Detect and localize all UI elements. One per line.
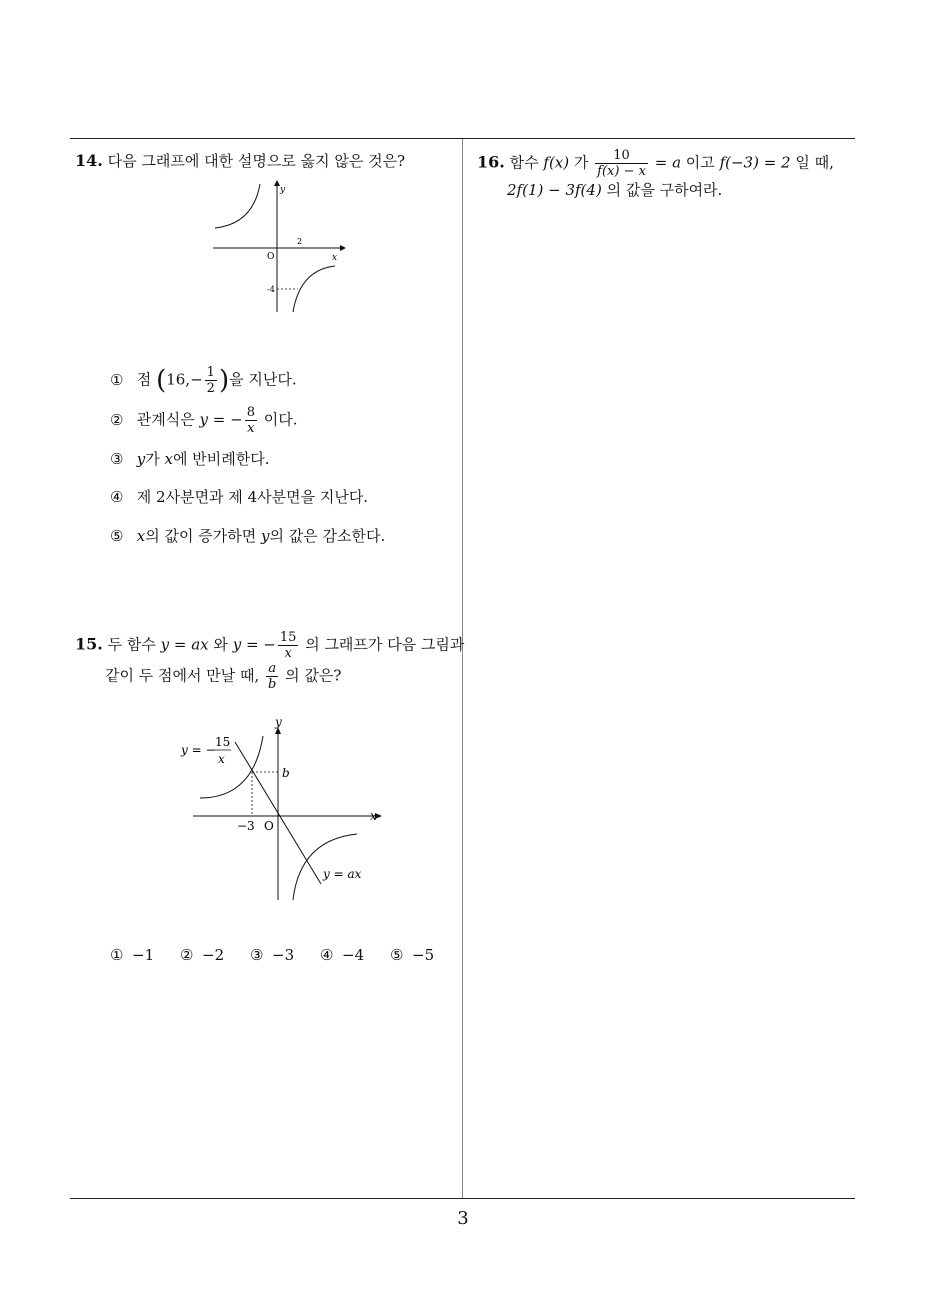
variable: x [164, 450, 174, 468]
column-divider [462, 139, 463, 1199]
q16-number: 16. [477, 152, 505, 172]
choice-text: 이다. [263, 410, 298, 429]
q14-label-y: y [280, 185, 286, 195]
choice-mark: ⑤ [390, 946, 404, 964]
q15-choice-5[interactable] [390, 946, 434, 964]
q15-text: 와 [213, 635, 228, 654]
choice-mark: ④ [110, 488, 124, 506]
q15-label-y: y [275, 715, 282, 729]
q15-choice-3[interactable] [250, 946, 294, 964]
q14-text: 다음 그래프에 대한 설명으로 옳지 않은 것은? [107, 152, 406, 170]
q15-curve-label-den: x [218, 752, 225, 766]
q14-choice-1[interactable] [110, 365, 297, 396]
q14-number: 14. [75, 151, 103, 170]
q14-choice-2[interactable] [110, 405, 298, 436]
q15-curve-label: y = − [181, 743, 216, 757]
q16-text: 함수 [509, 153, 539, 172]
q15-choice-4[interactable] [320, 946, 364, 964]
q16-eq: = a [654, 153, 682, 172]
q14-x-arrow [340, 245, 346, 251]
q16-text: 이고 [685, 153, 715, 172]
q16-stem [477, 148, 857, 201]
q15-choice-1[interactable] [110, 946, 154, 964]
q15-fraction: $\frac{15}{x}$ [279, 630, 297, 661]
q15-ratio: $\frac{a}{b}$ [268, 661, 277, 692]
choice-text: 점 [136, 370, 152, 389]
choice-text: 을 지난다. [229, 370, 297, 389]
q14-graph [205, 178, 355, 318]
q16-fraction: $\frac{10}{f(x) - x}$ [597, 148, 646, 179]
choice-text: 의 값이 증가하면 [145, 527, 257, 545]
q14-label-2: 2 [297, 237, 303, 246]
left-paren: ( [156, 365, 167, 396]
q16-expression: 2f(1) − 3f(4) [507, 181, 602, 199]
q16-line-2 [477, 179, 857, 201]
choice-mark: ⑤ [110, 527, 124, 545]
choice-text: 의 값은 감소한다. [269, 527, 386, 545]
choice-text: 관계식은 [136, 410, 195, 429]
q14-curve-q2 [215, 184, 260, 228]
choice-mark: ① [110, 370, 124, 389]
choice-mark: ③ [110, 450, 124, 468]
choice-text: 제 2사분면과 제 4사분면을 지난다. [136, 488, 369, 506]
choice-mark: ② [180, 946, 194, 964]
choice-value: −2 [202, 946, 225, 964]
fraction: $\frac{8}{x}$ [246, 405, 255, 436]
choice-mark: ① [110, 946, 124, 964]
q14-label-neg4: -4 [267, 285, 275, 294]
q15-choice-2[interactable] [180, 946, 224, 964]
q14-label-origin: O [267, 252, 275, 262]
q15-text: 같이 두 점에서 만날 때, [105, 666, 260, 685]
q15-line-label: y = ax [323, 867, 362, 881]
variable: x [136, 527, 146, 545]
q15-graph [175, 712, 390, 907]
q15-text: 의 그래프가 다음 그림과 [305, 635, 465, 654]
choice-text: 에 반비례한다. [173, 450, 270, 468]
q16-condition: f(−3) = 2 [719, 153, 791, 172]
minus-sign: − [190, 370, 203, 389]
choice-mark: ④ [320, 946, 334, 964]
q16-text: 일 때, [795, 153, 834, 172]
q15-text: 두 함수 [107, 635, 156, 654]
q14-stem [75, 150, 405, 172]
variable: y [261, 527, 270, 545]
q14-choice-5[interactable] [110, 525, 385, 547]
q15-label-origin: O [264, 819, 274, 833]
choice-value: −3 [272, 946, 295, 964]
q15-curve-label-num: 15 [215, 735, 231, 749]
q15-number: 15. [75, 634, 103, 654]
q16-text: 가 [573, 153, 589, 172]
q16-line-1 [477, 148, 857, 179]
q15-eq1: y = ax [160, 635, 209, 654]
q15-text: 의 값은? [285, 666, 342, 685]
q14-choice-3[interactable] [110, 448, 270, 470]
equation: y = − [199, 410, 243, 429]
q14-curve-q4 [293, 266, 335, 312]
variable: y [136, 450, 146, 468]
q15-line-2 [75, 661, 460, 692]
q15-eq2: y = − [232, 635, 276, 654]
q16-text: 의 값을 구하여라. [606, 181, 723, 199]
fraction: $\frac{1}{2}$ [206, 365, 215, 396]
point-x: 16, [166, 370, 191, 389]
choice-mark: ② [110, 410, 124, 429]
choice-value: −4 [342, 946, 365, 964]
q15-label-x: x [370, 809, 377, 823]
bottom-rule [70, 1198, 855, 1199]
choice-value: −1 [132, 946, 155, 964]
right-paren: ) [218, 365, 230, 396]
q15-stem [75, 630, 465, 692]
choice-mark: ③ [250, 946, 264, 964]
q15-line-1 [75, 630, 465, 661]
q15-label-b: b [282, 766, 290, 780]
choice-text: 가 [145, 450, 160, 468]
q14-choice-4[interactable] [110, 486, 368, 508]
q16-fx: f(x) [543, 153, 570, 172]
choice-value: −5 [412, 946, 435, 964]
page-number: 3 [457, 1208, 469, 1229]
q14-label-x: x [332, 253, 338, 263]
q15-label-neg3: −3 [237, 819, 255, 833]
